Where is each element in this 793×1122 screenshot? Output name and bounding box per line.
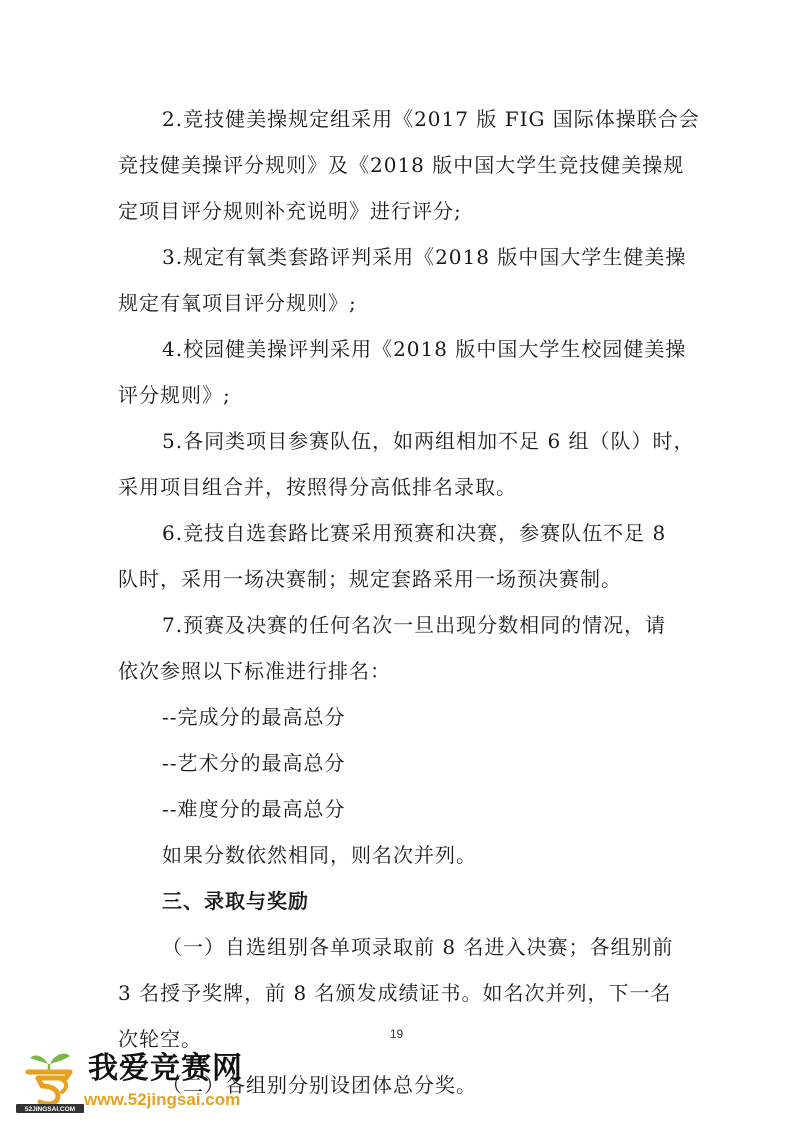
body-line: 7.预赛及决赛的任何名次一旦出现分数相同的情况，请 (162, 613, 667, 637)
section-heading: 三、录取与奖励 (162, 889, 309, 913)
body-line: 5.各同类项目参赛队伍，如两组相加不足 6 组（队）时， (162, 429, 695, 453)
ranking-criterion: --难度分的最高总分 (162, 797, 346, 821)
ranking-criterion: --艺术分的最高总分 (162, 751, 346, 775)
body-line: （一）自选组别各单项录取前 8 名进入决赛；各组别前 (162, 935, 674, 959)
body-line: 3 名授予奖牌，前 8 名颁发成绩证书。如名次并列，下一名 (118, 981, 672, 1005)
page-number: 19 (389, 1027, 404, 1041)
site-watermark (14, 1048, 274, 1116)
body-line: 3.规定有氧类套路评判采用《2018 版中国大学生健美操 (162, 245, 687, 269)
body-line: 定项目评分规则补充说明》进行评分; (118, 199, 462, 223)
trophy-sprout-icon (14, 1048, 86, 1116)
body-line: 6.竞技自选套路比赛采用预赛和决赛，参赛队伍不足 8 (162, 521, 667, 545)
body-line: 依次参照以下标准进行排名： (118, 659, 391, 683)
body-line: 4.校园健美操评判采用《2018 版中国大学生校园健美操 (162, 337, 687, 361)
body-line: 队时，采用一场决赛制；规定套路采用一场预决赛制。 (118, 567, 622, 591)
logo-text: 52JINGSAI.COM (24, 1106, 76, 1113)
body-line: 评分规则》; (118, 383, 231, 407)
body-line: （二）各组别分别设团体总分奖。 (162, 1073, 477, 1097)
body-line: 规定有氧项目评分规则》; (118, 291, 357, 315)
body-line: 2.竞技健美操规定组采用《2017 版 FIG 国际体操联合会 (162, 107, 700, 131)
body-line: 如果分数依然相同，则名次并列。 (162, 843, 477, 867)
ranking-criterion: --完成分的最高总分 (162, 705, 346, 729)
site-url[interactable]: www.52jingsai.com (84, 1090, 241, 1109)
body-line: 采用项目组合并，按照得分高低排名录取。 (118, 475, 517, 499)
site-name: 我爱竞赛网 (88, 1051, 243, 1086)
body-line: 次轮空。 (118, 1027, 202, 1051)
document-body (118, 96, 700, 1108)
body-line: 竞技健美操评分规则》及《2018 版中国大学生竞技健美操规 (118, 153, 685, 177)
